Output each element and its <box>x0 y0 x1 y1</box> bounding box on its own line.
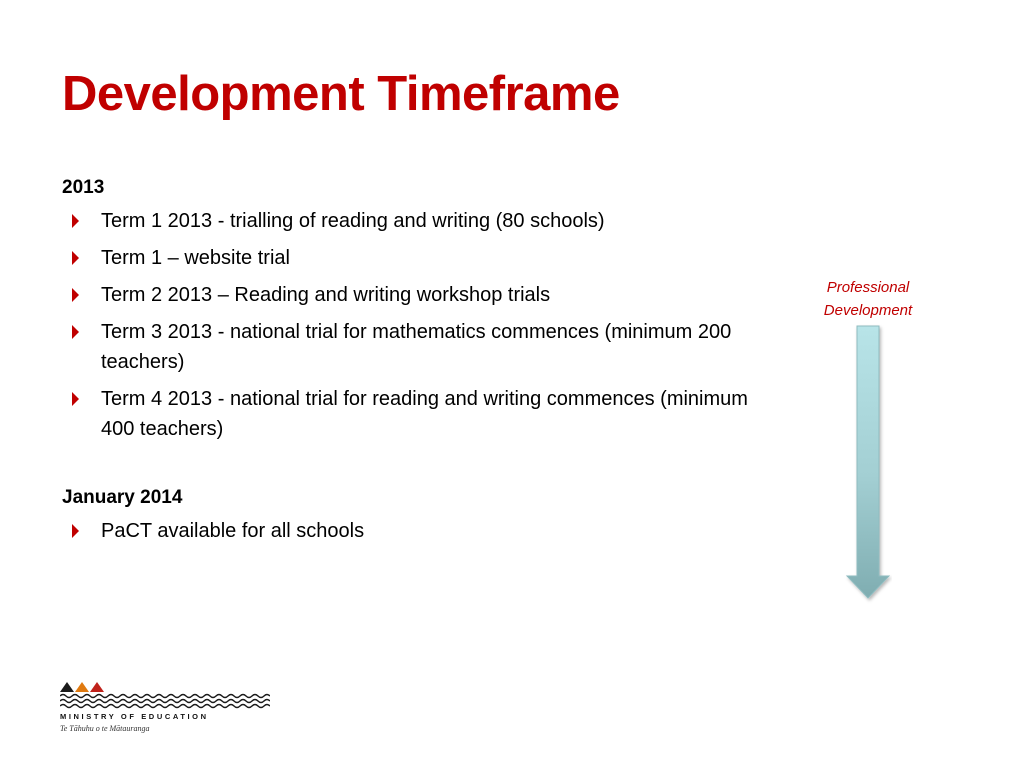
logo-subtitle: Te Tāhuhu o te Mātauranga <box>60 724 150 733</box>
list-item <box>62 516 782 546</box>
bullet-arrow-icon <box>72 251 79 265</box>
section-heading-january-2014: January 2014 <box>62 487 183 508</box>
list-item-text: PaCT available for all schools <box>101 520 365 542</box>
list-item-text: Term 4 2013 - national trial for reading and writing commences (minimum 400 teachers) <box>101 388 748 440</box>
bullet-arrow-icon <box>72 524 79 538</box>
bullet-list-2013 <box>62 206 782 444</box>
list-item-text: Term 2 2013 – Reading and writing workshop trials <box>101 284 551 306</box>
list-item <box>62 384 782 444</box>
pd-label-line2: Development <box>823 302 913 319</box>
list-item <box>62 243 782 273</box>
ministry-of-education-logo <box>60 680 270 740</box>
bullet-arrow-icon <box>72 392 79 406</box>
list-item <box>62 206 782 236</box>
bullet-arrow-icon <box>72 325 79 339</box>
pd-label-line1: Professional <box>826 279 910 296</box>
professional-development-label <box>800 276 936 322</box>
bullet-arrow-icon <box>72 288 79 302</box>
list-item-text: Term 1 2013 - trialling of reading and writing (80 schools) <box>101 210 605 232</box>
list-item-text: Term 1 – website trial <box>101 247 290 269</box>
bullet-list-2014 <box>62 516 782 546</box>
logo-name: MINISTRY OF EDUCATION <box>60 712 209 721</box>
slide-content <box>62 176 782 553</box>
bullet-arrow-icon <box>72 214 79 228</box>
list-item-text: Term 3 2013 - national trial for mathematics commences (minimum 200 teachers) <box>101 321 732 373</box>
logo-mark-icon <box>60 680 270 710</box>
slide-title: Development Timeframe <box>62 67 620 121</box>
section-heading-2013: 2013 <box>62 177 105 198</box>
down-arrow-icon <box>844 324 892 604</box>
list-item <box>62 280 782 310</box>
list-item <box>62 317 782 377</box>
